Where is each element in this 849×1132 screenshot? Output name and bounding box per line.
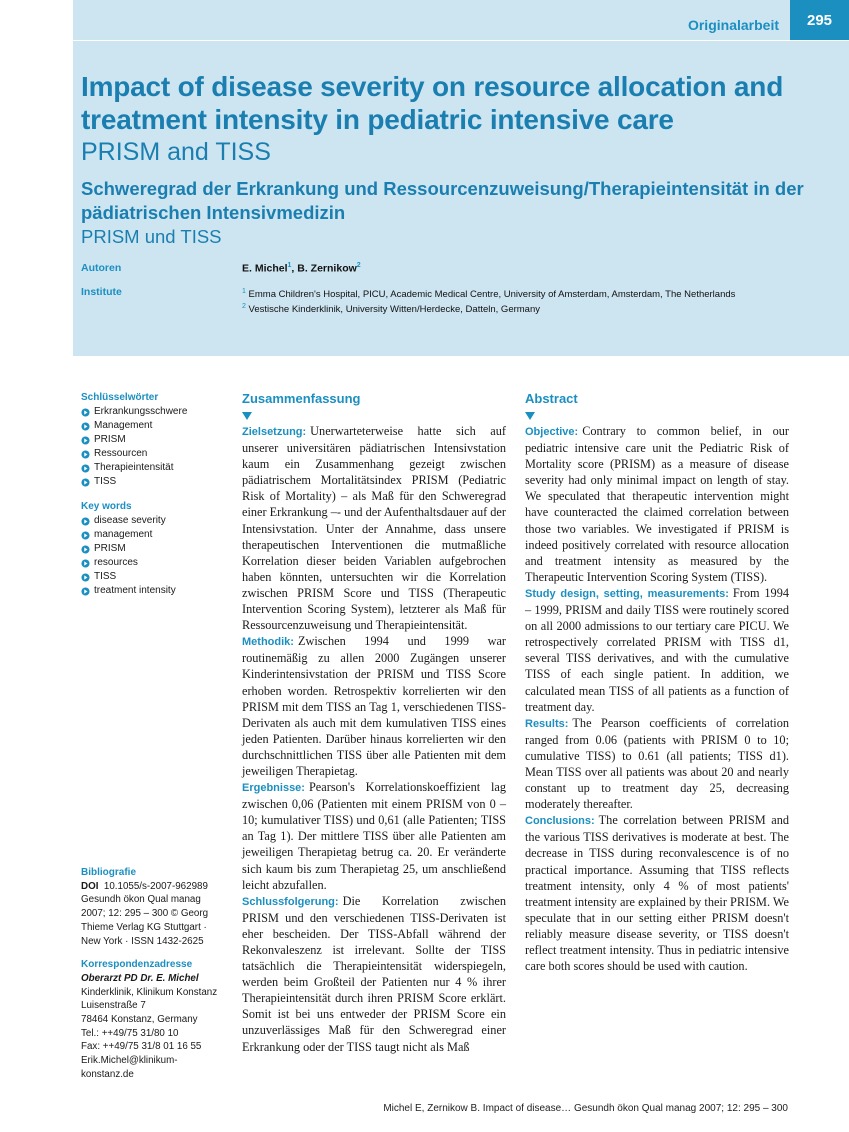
institute-line bbox=[242, 286, 802, 301]
bullet-arrow-icon bbox=[81, 587, 90, 596]
bibliography-heading: Bibliografie bbox=[81, 867, 137, 878]
keyword-item bbox=[81, 475, 221, 489]
triangle-down-icon bbox=[242, 407, 506, 423]
keywords-german bbox=[81, 392, 221, 489]
bullet-arrow-icon bbox=[81, 531, 90, 540]
authors-list: E. Michel$^1$, B. Zernikow$^2$ bbox=[242, 262, 361, 275]
citation-line: Gesundh ökon Qual manag bbox=[81, 894, 201, 906]
section-text: Zwischen 1994 und 1999 war routinemäßig zu allen 2000 Zugängen unserer Kinderintensivstation der PRISM und TISS Score erhoben worden. Retrospektiv korrelierten wir den PRISM mit dem TISS an Tag 1, verschiedenen TISS-Derivaten als auch mit dem kumulativen TISS eines jeden Patienten. Darüber hinaus korrelierten wir den durchschnittlichen TISS über alle Patienten mit dem jeweiligen Therapietag. bbox=[242, 634, 506, 778]
keyword-label: treatment intensity bbox=[94, 585, 176, 596]
email-link[interactable]: Erik.Michel@klinikum- bbox=[81, 1055, 178, 1067]
doi-label: DOI bbox=[81, 880, 99, 892]
section-label: Ergebnisse: bbox=[242, 782, 305, 795]
article-subtitle-german: PRISM und TISS bbox=[81, 226, 222, 247]
keyword-item bbox=[81, 461, 221, 475]
institutes-label: Institute bbox=[81, 286, 122, 298]
address-line: Fax: ++49/75 31/8 01 16 55 bbox=[81, 1041, 202, 1053]
institutes-list bbox=[242, 286, 802, 316]
author-1: E. Michel bbox=[242, 262, 288, 275]
keyword-label: TISS bbox=[94, 571, 117, 582]
keyword-label: Therapieintensität bbox=[94, 462, 174, 473]
top-bar bbox=[73, 0, 849, 41]
section-label: Results: bbox=[525, 717, 569, 730]
bullet-arrow-icon bbox=[81, 464, 90, 473]
correspondence-name: Oberarzt PD Dr. E. Michel bbox=[81, 972, 199, 984]
email-link[interactable]: konstanz.de bbox=[81, 1068, 134, 1080]
section-text: Die Korrelation zwischen PRISM und den verschiedenen TISS-Derivaten ist eher bescheiden. Der TISS-Abfall während der Rekonvaleszenz ist irrelevant. Sollte der TISS tatsächlich die Therapieintensität widerspiegeln, werden beim Großteil der Patienten nur 4 % ihrer Therapieintensität durch ihren PRISM Score erklärt. Somit ist bei uns entweder der PRISM Score ein unzuverlässiges Maß für den Schweregrad einer Erkrankung oder der TISS taugt nicht als Maß bbox=[242, 893, 506, 1054]
abstract-heading: Abstract bbox=[525, 391, 578, 406]
author-2-affiliation: 2 bbox=[356, 262, 361, 269]
abstract-paragraphs bbox=[525, 423, 789, 974]
citation-line: New York · ISSN 1432-2625 bbox=[81, 935, 204, 947]
page-number: 295 bbox=[790, 0, 849, 40]
bullet-arrow-icon bbox=[81, 517, 90, 526]
section-tag: Originalarbeit bbox=[687, 17, 779, 33]
keyword-item bbox=[81, 405, 221, 419]
keyword-item bbox=[81, 447, 221, 461]
keyword-item bbox=[81, 528, 221, 542]
keyword-label: disease severity bbox=[94, 515, 166, 526]
section-label: Objective: bbox=[525, 426, 579, 438]
section-text: Contrary to common belief, in our pediatric intensive care unit the Pediatric Risk of Mortality score (PRISM) as a measure of disease severity had only minimal impact on length of stay. We speculated that therapeutic intervention might have counteracted the claimed correlation between those two variables. We investigated if PRISM is indeed positively correlated with resource allocation and treatment intensity as measured by the Therapeutic Intervention Scoring System (TISS). bbox=[525, 424, 789, 584]
abstract-column bbox=[525, 391, 789, 974]
keywords-english-list bbox=[81, 514, 221, 598]
address-line: Tel.: ++49/75 31/80 10 bbox=[81, 1027, 179, 1039]
keyword-item bbox=[81, 556, 221, 570]
keyword-label: resources bbox=[94, 557, 138, 568]
article-subtitle: PRISM and TISS bbox=[81, 138, 271, 166]
bullet-arrow-icon bbox=[81, 478, 90, 487]
keywords-english-heading: Key words bbox=[81, 501, 132, 512]
section-text: Unerwarteterweise hatte sich auf unserer universitären pädiatrischen Intensivstation kaum ein Zusammenhang gezeigt zwischen pädiatrischem Mortalitätsindex PRISM (Pediatric Risk of Mortality) – als Maß für den Schweregrad einer Erkrankung –- und der Aufenthaltsdauer auf der Intensivstation. Unter der Annahme, dass unsere therapeutischen Interventionen die mutmaßliche Korrelation dieser beiden Variablen aufgebrochen haben könnten, untersuchten wir die Korrelation zwischen PRISM Score und TISS (Therapeutic Intervention Scoring System), letzterer als Maß für Ressourcenzuweisung und Therapieintensität. bbox=[242, 424, 506, 633]
section-label: Methodik: bbox=[242, 636, 294, 649]
address-line: 78464 Konstanz, Germany bbox=[81, 1014, 198, 1026]
bullet-arrow-icon bbox=[81, 422, 90, 431]
section-label: Conclusions: bbox=[525, 815, 595, 828]
address-line: Luisenstraße 7 bbox=[81, 1000, 146, 1012]
section-label: Zielsetzung: bbox=[242, 426, 307, 438]
correspondence-heading: Korrespondenzadresse bbox=[81, 959, 193, 971]
citation-line: 2007; 12: 295 – 300 © Georg bbox=[81, 908, 209, 920]
keyword-label: Management bbox=[94, 420, 153, 431]
institute-text: Vestische Kinderklinik, University Witten/Herdecke, Datteln, Germany bbox=[248, 304, 540, 316]
zusammenfassung-column bbox=[242, 391, 506, 1055]
section-text: Pearson's Korrelationskoeffizient lag zwischen 0,06 (Patienten mit einem PRISM von 0 – 10; kumulativer TISS) und 0,61 (alle Patienten; TISS an Tag 1). Der mittlere TISS über alle Patienten am jeweiligen Therapietag betrug ca. 20. Er veränderte sich kaum bis zum Therapietag 25, um anschließend leicht abzufallen. bbox=[242, 780, 506, 892]
doi-value: 10.1055/s-2007-962989 bbox=[103, 880, 208, 892]
keyword-item bbox=[81, 419, 221, 433]
bibliography bbox=[81, 866, 229, 1082]
keyword-item bbox=[81, 514, 221, 528]
keywords-german-list bbox=[81, 405, 221, 489]
article-title-german: Schweregrad der Erkrankung und Ressourcenzuweisung/Therapieintensität in der pädiatrischen Intensivmedizin bbox=[81, 178, 804, 223]
bullet-arrow-icon bbox=[81, 573, 90, 582]
institute-number: 1 bbox=[242, 288, 246, 295]
keyword-label: TISS bbox=[94, 476, 117, 487]
bullet-arrow-icon bbox=[81, 545, 90, 554]
address-line: Kinderklinik, Klinikum Konstanz bbox=[81, 986, 218, 998]
authors-label: Autoren bbox=[81, 262, 122, 274]
bullet-arrow-icon bbox=[81, 408, 90, 417]
keyword-item bbox=[81, 542, 221, 556]
keyword-label: management bbox=[94, 529, 153, 540]
institute-line bbox=[242, 301, 802, 316]
institute-text: Emma Children's Hospital, PICU, Academic Medical Centre, University of Amsterdam, Amsterdam, The Netherlands bbox=[248, 289, 736, 301]
section-text: The Pearson coefficients of correlation ranged from 0.06 (patients with PRISM 0 to 10; cumulative TISS) to 0.61 (all patients; TISS d1). Mean TISS over all patients was about 20 and nearly constant up to treatment day 25, decreasing moderately thereafter. bbox=[525, 715, 789, 812]
keyword-label: Ressourcen bbox=[94, 448, 148, 459]
keyword-item bbox=[81, 570, 221, 584]
triangle-down-icon bbox=[525, 407, 789, 423]
bullet-arrow-icon bbox=[81, 436, 90, 445]
author-1-affiliation: 1 bbox=[287, 262, 292, 269]
section-text: The correlation between PRISM and the various TISS derivatives is moderate at best. The decrease in TISS during reconvalescence is of no practical importance. Assuming that TISS reflects treatment intensity, only 4 % of most patients' treatment intensity are explained by their PRISM. We speculate that in our setting either PRISM doesn't reliably measure disease severity, or TISS doesn't reflect treatment intensity. Thus in pediatric intensive care both scores should be used with caution. bbox=[525, 813, 789, 974]
zusammenfassung-heading: Zusammenfassung bbox=[242, 391, 361, 406]
title-block bbox=[81, 70, 821, 249]
keyword-label: PRISM bbox=[94, 434, 126, 445]
section-label: Study design, setting, measurements: bbox=[525, 587, 729, 600]
institute-number: 2 bbox=[242, 303, 246, 311]
bullet-arrow-icon bbox=[81, 450, 90, 459]
keyword-item bbox=[81, 584, 221, 598]
keywords-english bbox=[81, 501, 221, 598]
footer-citation: Michel E, Zernikow B. Impact of disease… Gesundh ökon Qual manag 2007; 12: 295 – 300 bbox=[383, 1103, 788, 1114]
keywords-german-heading: Schlüsselwörter bbox=[81, 392, 159, 403]
doi-line bbox=[81, 880, 229, 894]
keyword-label: Erkrankungsschwere bbox=[94, 406, 188, 417]
article-title: Impact of disease severity on resource allocation and treatment intensity in pediatric intensive care bbox=[81, 71, 784, 135]
keyword-label: PRISM bbox=[94, 543, 126, 554]
citation-line: Thieme Verlag KG Stuttgart · bbox=[81, 921, 207, 933]
keyword-item bbox=[81, 433, 221, 447]
zusammenfassung-paragraphs bbox=[242, 423, 506, 1055]
author-2: B. Zernikow bbox=[297, 262, 357, 275]
section-text: From 1994 – 1999, PRISM and daily TISS were routinely scored on all 2000 admissions to our tertiary care PICU. We retrospectively correlated PRISM with TISS d1, several TISS derivatives, and with the cumulative TISS of each single patient. In addition, we calculated mean TISS of all patients as a function of treatment day. bbox=[525, 585, 789, 714]
section-label: Schlussfolgerung: bbox=[242, 895, 339, 908]
bullet-arrow-icon bbox=[81, 559, 90, 568]
